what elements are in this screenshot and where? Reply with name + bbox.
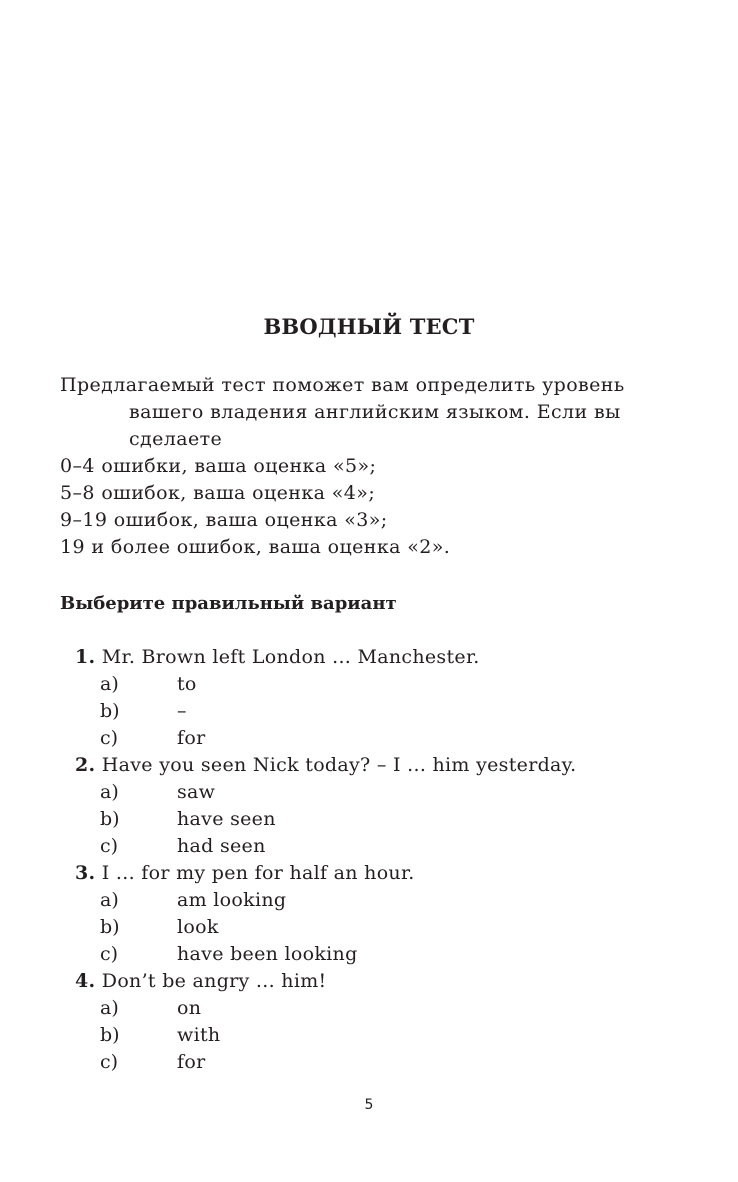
instruction-heading: Выберите правильный вариант [60,593,397,614]
answer-option [75,1022,577,1049]
answer-option [75,887,577,914]
answer-option [75,995,577,1022]
option-text: on [177,997,202,1019]
question-text: Don’t be angry ... him! [101,970,327,992]
option-text: have been looking [177,943,358,965]
grade-line: 5–8 ошибок, ваша оценка «4»; [60,482,376,504]
answer-option [75,671,577,698]
option-text: for [177,727,206,749]
answer-option [75,1049,577,1076]
option-letter: c) [100,1051,119,1073]
option-letter: a) [100,997,119,1019]
intro-line: вашего владения английским языком. Если вы [129,401,621,423]
option-text: look [177,916,219,938]
answer-option [75,941,577,968]
option-text: for [177,1051,206,1073]
option-letter: b) [100,808,120,830]
answer-option [75,698,577,725]
option-text: – [177,700,187,722]
question-number: 4. [75,970,96,992]
page-title: ВВОДНЫЙ ТЕСТ [263,314,475,339]
answer-option [75,914,577,941]
question-4 [75,968,577,995]
answer-option [75,725,577,752]
option-letter: a) [100,673,119,695]
option-letter: c) [100,727,119,749]
intro-line: сделаете [129,428,223,450]
option-letter: b) [100,916,120,938]
question-number: 1. [75,646,96,668]
question-text: Have you seen Nick today? – I ... him yesterday. [101,754,577,776]
option-letter: b) [100,1024,120,1046]
option-text: with [177,1024,221,1046]
question-number: 2. [75,754,96,776]
option-text: have seen [177,808,276,830]
page-number: 5 [364,1097,374,1113]
grade-line: 0–4 ошибки, ваша оценка «5»; [60,455,377,477]
answer-option [75,833,577,860]
question-number: 3. [75,862,96,884]
answer-option [75,806,577,833]
option-text: saw [177,781,216,803]
option-letter: a) [100,889,119,911]
grade-line: 19 и более ошибок, ваша оценка «2». [60,536,451,558]
option-letter: b) [100,700,120,722]
option-letter: a) [100,781,119,803]
question-2 [75,752,577,779]
question-text: Mr. Brown left London ... Manchester. [101,646,480,668]
option-letter: c) [100,835,119,857]
question-3 [75,860,577,887]
option-text: am looking [177,889,287,911]
grade-line: 9–19 ошибок, ваша оценка «3»; [60,509,388,531]
intro-paragraph [60,372,660,561]
intro-line: Предлагаемый тест поможет вам определить уровень [60,374,625,396]
option-letter: c) [100,943,119,965]
question-text: I ... for my pen for half an hour. [101,862,415,884]
answer-option [75,779,577,806]
option-text: to [177,673,197,695]
question-1 [75,644,577,671]
option-text: had seen [177,835,266,857]
question-list [75,644,577,1076]
